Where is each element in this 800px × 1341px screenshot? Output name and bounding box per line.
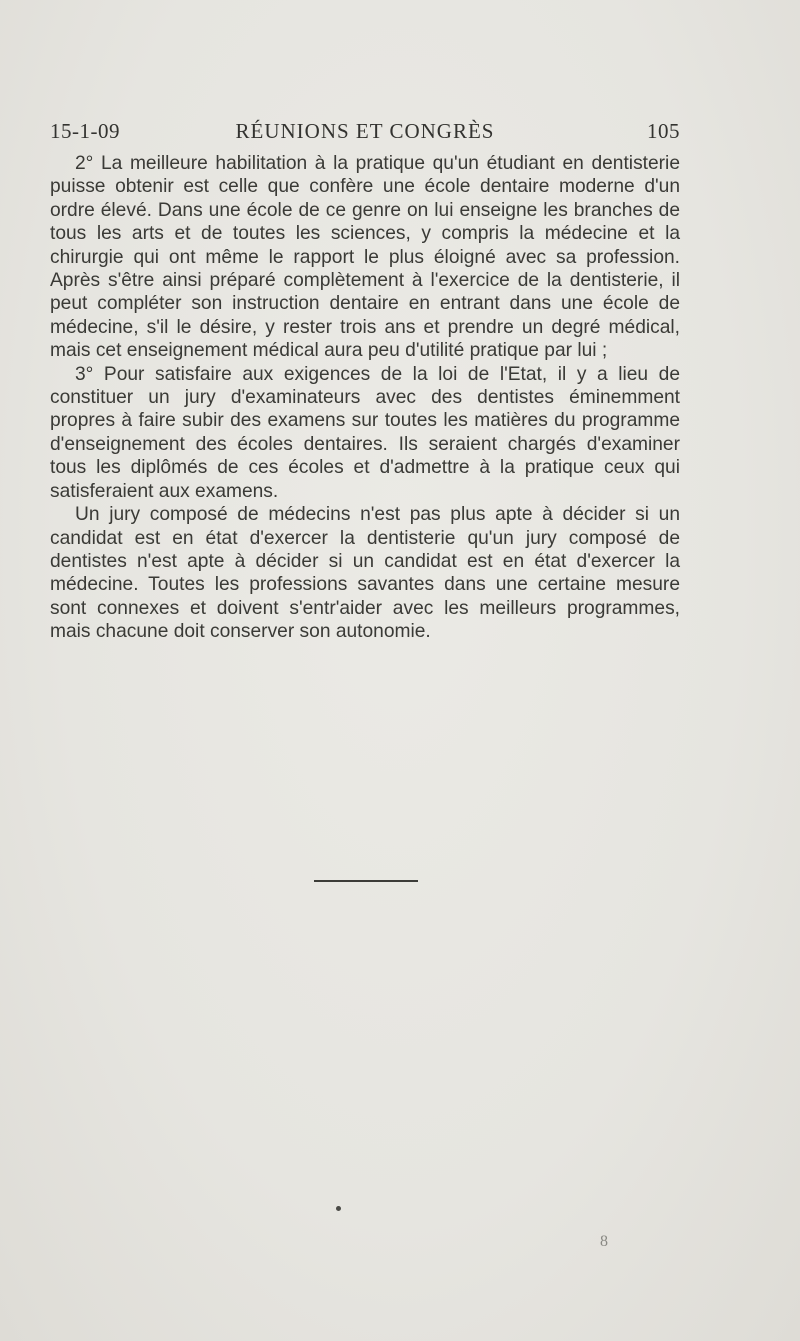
- running-header: [50, 119, 680, 149]
- header-date: 15-1-09: [50, 119, 120, 143]
- header-title: RÉUNIONS ET CONGRÈS: [235, 119, 495, 143]
- section-divider-rule: [314, 880, 418, 882]
- paragraph-3: 3° Pour satisfaire aux exigences de la loi de l'Etat, il y a lieu de constituer un jury d'examinateurs avec des dentistes éminemment propres à faire subir des examens sur toutes les matières du programme d'enseignement des écoles dentaires. Ils seraient chargés d'examiner tous les diplômés de ces écoles et d'admettre à la pratique ceux qui satisferaient aux examens.: [50, 363, 680, 502]
- signature-mark: 8: [600, 1233, 608, 1250]
- body-text: [50, 152, 680, 644]
- page-number: 105: [647, 119, 680, 143]
- ink-dot: [336, 1206, 341, 1211]
- paragraph-2: 2° La meilleure habilitation à la pratique qu'un étudiant en dentisterie puisse obtenir est celle que confère une école dentaire moderne d'un ordre élevé. Dans une école de ce genre on lui enseigne les branches de tous les arts et de toutes les sciences, y compris la médecine et la chirurgie qui ont même le rapport le plus éloigné avec sa profession. Après s'être ainsi préparé complètement à l'exercice de la dentisterie, il peut compléter son instruction dentaire en entrant dans une école de médecine, s'il le désire, y rester trois ans et prendre un degré médical, mais cet enseignement médical aura peu d'utilité pratique par lui ;: [50, 153, 680, 362]
- paragraph-conclusion: Un jury composé de médecins n'est pas plus apte à décider si un candidat est en état d'exercer la dentisterie qu'un jury composé de dentistes n'est apte à décider si un candidat est en état d'exercer la médecine. Toutes les professions savantes dans une certaine mesure sont connexes et doivent s'entr'aider avec les meilleurs programmes, mais chacune doit conserver son autonomie.: [50, 504, 680, 643]
